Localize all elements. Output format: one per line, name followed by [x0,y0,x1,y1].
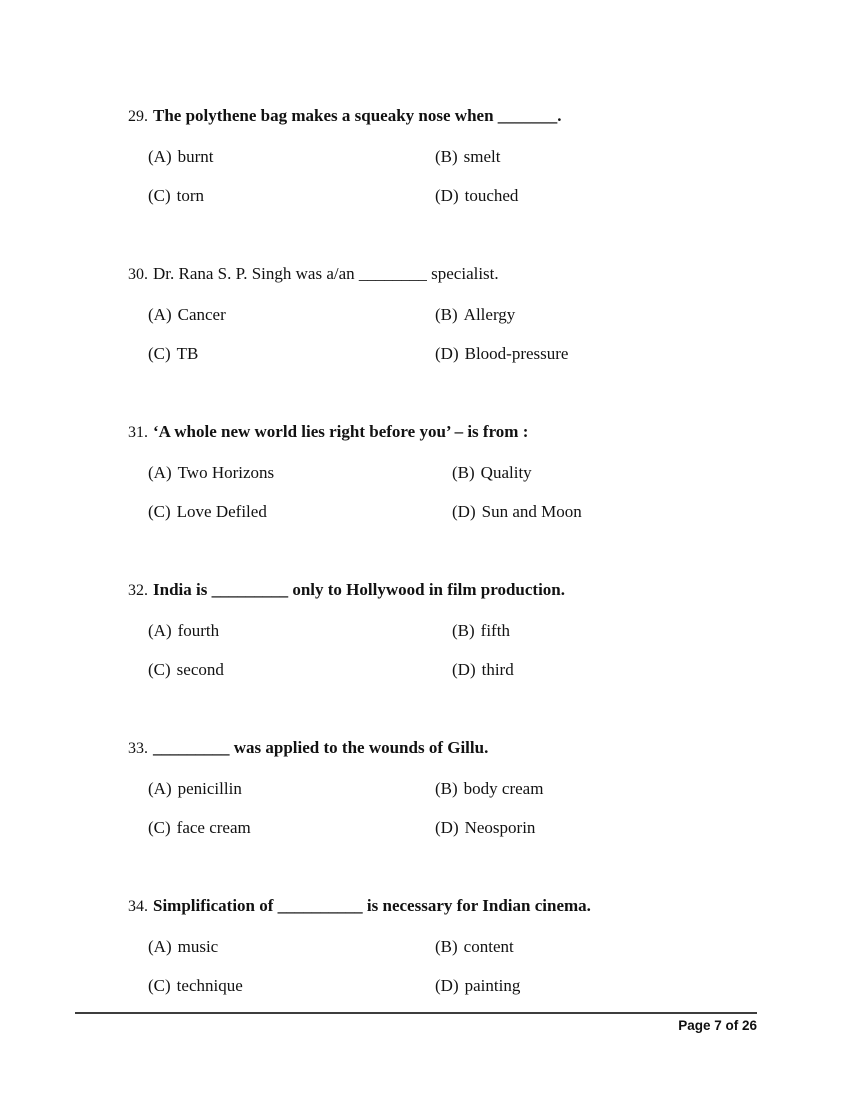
option-text: Cancer [177,305,226,324]
option-letter: (D) [435,818,459,837]
option-text: smelt [463,147,501,166]
question-paper-page [128,104,795,1052]
option-a [148,935,435,958]
option-d [435,184,518,207]
option-d [435,974,520,997]
page-footer [75,1012,757,1033]
question-line [128,262,795,286]
question-line [128,104,795,128]
question-line [128,420,795,444]
footer-page-number: Page 7 of 26 [678,1018,757,1033]
option-letter: (D) [435,976,459,995]
option-letter: (B) [435,937,458,956]
option-row [148,303,795,326]
options-group [128,619,795,681]
question-number: 33. [128,740,148,757]
option-letter: (D) [452,660,476,679]
option-row [148,145,795,168]
question-text: India is _________ only to Hollywood in film production. [153,580,566,599]
question-line [128,578,795,602]
option-text: Allergy [463,305,516,324]
option-text: Love Defiled [176,502,267,521]
option-text: content [463,937,514,956]
option-d [452,658,514,681]
option-b [452,619,510,642]
option-c [148,974,435,997]
option-text: torn [176,186,205,205]
option-text: fourth [177,621,220,640]
options-group [128,145,795,207]
options-group [128,461,795,523]
option-text: Sun and Moon [481,502,582,521]
option-text: third [481,660,514,679]
option-letter: (C) [148,186,171,205]
option-b [452,461,532,484]
option-row [148,777,795,800]
option-letter: (C) [148,976,171,995]
option-d [435,342,568,365]
option-row [148,658,795,681]
option-letter: (B) [435,147,458,166]
option-letter: (A) [148,621,172,640]
question-text: Dr. Rana S. P. Singh was a/an ________ specialist. [153,264,499,283]
question-line [128,894,795,918]
option-letter: (C) [148,818,171,837]
option-text: body cream [463,779,544,798]
option-text: music [177,937,219,956]
options-group [128,303,795,365]
question-number: 31. [128,424,148,441]
option-a [148,777,435,800]
question-text: Simplification of __________ is necessary for Indian cinema. [153,896,591,915]
option-text: painting [464,976,521,995]
option-letter: (C) [148,502,171,521]
question-number: 29. [128,108,148,125]
question-block [128,736,795,839]
question-block [128,262,795,365]
question-number: 32. [128,582,148,599]
option-text: Quality [480,463,532,482]
option-letter: (C) [148,344,171,363]
question-text: ‘A whole new world lies right before you’ – is from : [153,422,529,441]
option-c [148,658,452,681]
option-letter: (B) [452,463,475,482]
option-text: fifth [480,621,510,640]
option-d [452,500,582,523]
option-letter: (A) [148,937,172,956]
option-b [435,145,501,168]
option-text: touched [464,186,519,205]
option-text: Blood-pressure [464,344,569,363]
option-letter: (A) [148,463,172,482]
option-text: face cream [176,818,251,837]
option-row [148,619,795,642]
option-row [148,184,795,207]
option-letter: (A) [148,305,172,324]
option-letter: (D) [435,344,459,363]
option-row [148,935,795,958]
option-a [148,303,435,326]
options-group [128,777,795,839]
question-number: 30. [128,266,148,283]
option-c [148,816,435,839]
option-row [148,342,795,365]
option-a [148,461,452,484]
option-letter: (A) [148,779,172,798]
options-group [128,935,795,997]
option-d [435,816,535,839]
option-text: penicillin [177,779,242,798]
question-text: The polythene bag makes a squeaky nose when _______. [153,106,562,125]
option-c [148,342,435,365]
option-text: Two Horizons [177,463,275,482]
option-c [148,500,452,523]
option-letter: (B) [435,305,458,324]
option-a [148,145,435,168]
option-letter: (D) [435,186,459,205]
option-row [148,500,795,523]
option-text: burnt [177,147,214,166]
option-row [148,816,795,839]
option-letter: (A) [148,147,172,166]
question-number: 34. [128,898,148,915]
option-text: second [176,660,224,679]
option-b [435,935,514,958]
question-text: _________ was applied to the wounds of Gillu. [153,738,489,757]
option-text: technique [176,976,243,995]
option-text: Neosporin [464,818,536,837]
option-letter: (B) [452,621,475,640]
option-row [148,461,795,484]
option-a [148,619,452,642]
question-block [128,894,795,997]
question-line [128,736,795,760]
footer-divider [75,1012,757,1014]
option-row [148,974,795,997]
question-block [128,578,795,681]
option-c [148,184,435,207]
question-block [128,104,795,207]
option-text: TB [176,344,199,363]
option-letter: (D) [452,502,476,521]
option-letter: (C) [148,660,171,679]
question-block [128,420,795,523]
option-b [435,303,515,326]
option-letter: (B) [435,779,458,798]
option-b [435,777,543,800]
